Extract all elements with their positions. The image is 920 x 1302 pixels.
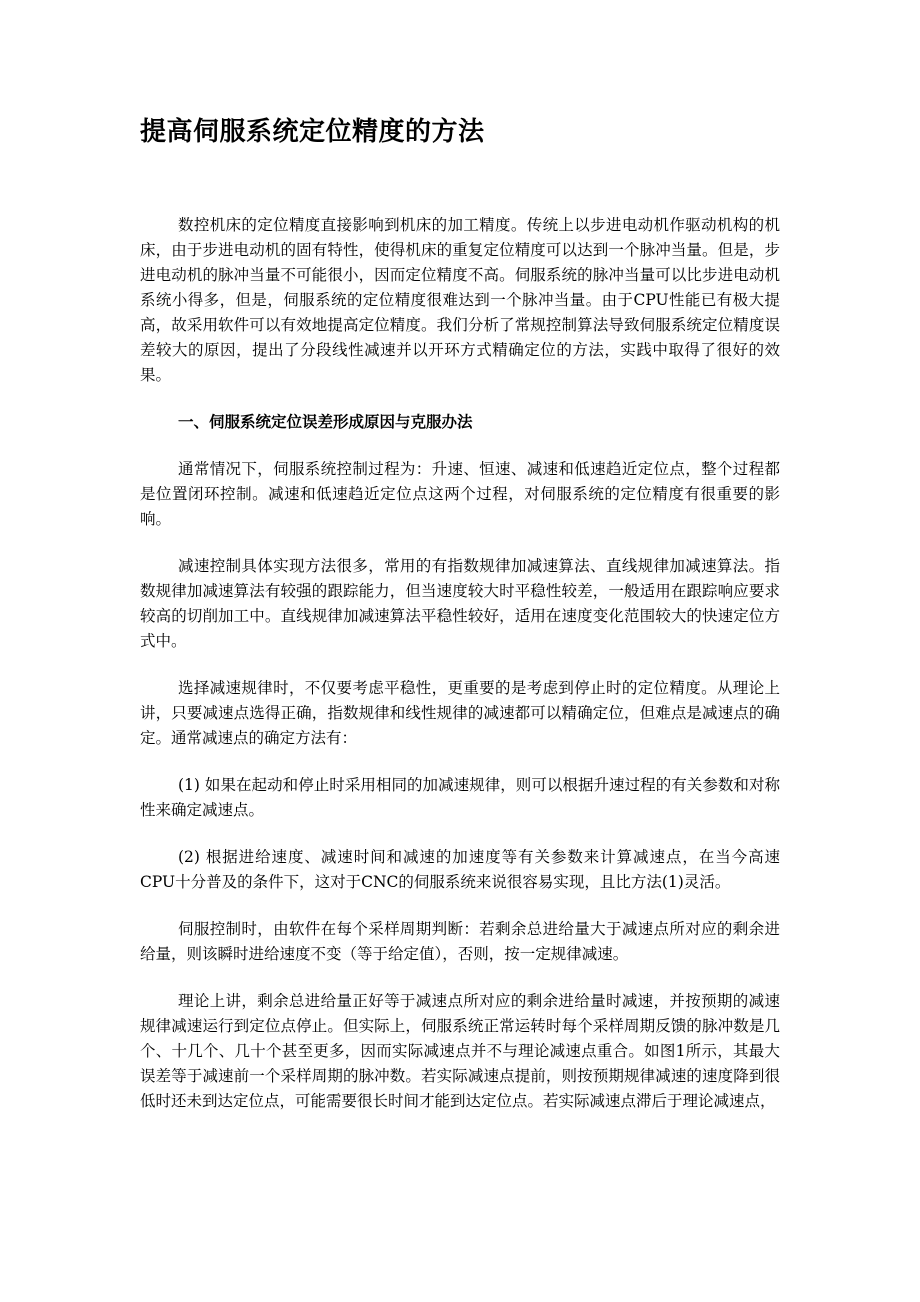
page-title: 提高伺服系统定位精度的方法 bbox=[140, 117, 485, 147]
paragraph-deceleration-methods: 减速控制具体实现方法很多，常用的有指数规律加减速算法、直线规律加减速算法。指数规律加减速算法有较强的跟踪能力，但当速度较大时平稳性较差，一般适用在跟踪响应要求较高的切削加工中。直线规律加减速算法平稳性较好，适用在速度变化范围较大的快速定位方式中。 bbox=[140, 557, 780, 650]
document-body bbox=[140, 213, 780, 1136]
section-heading-1: 一、伺服系统定位误差形成原因与克服办法 bbox=[178, 413, 473, 431]
list-item-method-2: (2) 根据进给速度、减速时间和减速的加速度等有关参数来计算减速点，在当今高速CPU十分普及的条件下，这对于CNC的伺服系统来说很容易实现，且比方法(1)灵活。 bbox=[140, 848, 780, 891]
paragraph-control-process: 通常情况下，伺服系统控制过程为：升速、恒速、减速和低速趋近定位点，整个过程都是位置闭环控制。减速和低速趋近定位点这两个过程，对伺服系统的定位精度有很重要的影响。 bbox=[140, 460, 780, 528]
paragraph-deceleration-choice: 选择减速规律时，不仅要考虑平稳性，更重要的是考虑到停止时的定位精度。从理论上讲，只要减速点选得正确，指数规律和线性规律的减速都可以精确定位，但难点是减速点的确定。通常减速点的确定方法有： bbox=[140, 679, 780, 747]
paragraph-theory-error: 理论上讲，剩余总进给量正好等于减速点所对应的剩余进给量时减速，并按预期的减速规律减速运行到定位点停止。但实际上，伺服系统正常运转时每个采样周期反馈的脉冲数是几个、十几个、几十个甚至更多，因而实际减速点并不与理论减速点重合。如图1所示，其最大误差等于减速前一个采样周期的脉冲数。若实际减速点提前，则按预期规律减速的速度降到很低时还未到达定位点，可能需要很长时间才能到达定位点。若实际减速点滞后于理论减速点， bbox=[140, 992, 780, 1110]
paragraph-servo-sampling: 伺服控制时，由软件在每个采样周期判断：若剩余总进给量大于减速点所对应的剩余进给量，则该瞬时进给速度不变（等于给定值），否则，按一定规律减速。 bbox=[140, 920, 780, 963]
list-item-method-1: (1) 如果在起动和停止时采用相同的加减速规律，则可以根据升速过程的有关参数和对称性来确定减速点。 bbox=[140, 776, 780, 819]
paragraph-intro: 数控机床的定位精度直接影响到机床的加工精度。传统上以步进电动机作驱动机构的机床，由于步进电动机的固有特性，使得机床的重复定位精度可以达到一个脉冲当量。但是，步进电动机的脉冲当量不可能很小，因而定位精度不高。伺服系统的脉冲当量可以比步进电动机系统小得多，但是，伺服系统的定位精度很难达到一个脉冲当量。由于CPU性能已有极大提高，故采用软件可以有效地提高定位精度。我们分析了常规控制算法导致伺服系统定位精度误差较大的原因，提出了分段线性减速并以开环方式精确定位的方法，实践中取得了很好的效果。 bbox=[140, 216, 780, 384]
